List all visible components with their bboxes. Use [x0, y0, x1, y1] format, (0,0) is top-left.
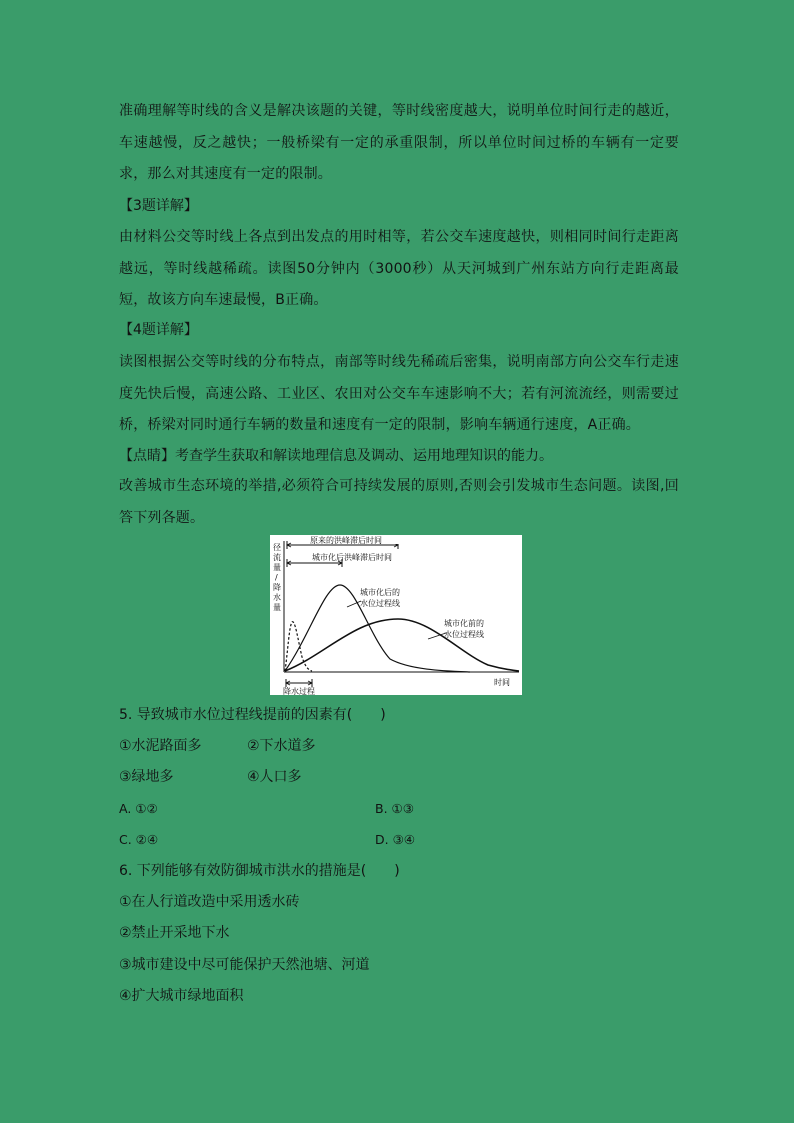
q5-option-c[interactable]: C. ②④: [119, 832, 159, 847]
svg-text:水位过程线: 水位过程线: [444, 630, 484, 639]
urbanized-line-label: [347, 587, 400, 608]
hydrograph-svg: [270, 535, 522, 695]
rainfall-process-bracket: [283, 679, 315, 695]
rainfall-process-label: 降水过程: [283, 687, 315, 695]
svg-text:量: 量: [273, 563, 281, 572]
svg-text:城市化前的: 城市化前的: [444, 619, 484, 628]
svg-text:水: 水: [273, 593, 281, 602]
rainfall-curve: [285, 622, 312, 671]
question-4-heading: 【4题详解】: [119, 322, 198, 338]
explanation-paragraph-2: 由材料公交等时线上各点到出发点的用时相等，若公交车速度越快，则相同时间行走距离越远，等时线越稀疏。读图50分钟内（3000秒）从天河城到广州东站方向行走距离最短，故该方向车速最慢，B正确。: [119, 229, 679, 308]
urban-lag-label: 城市化后洪峰滞后时间: [312, 553, 392, 562]
svg-text:城市化后的: 城市化后的: [360, 588, 400, 597]
original-lag-bracket: [287, 535, 400, 549]
question-intro-paragraph: 改善城市生态环境的举措,必须符合可持续发展的原则,否则会引发城市生态问题。读图,回答下列各题。: [119, 478, 679, 526]
q5-item-4: ④人口多: [247, 769, 302, 785]
svg-text:径: 径: [273, 543, 281, 552]
q6-item-3: ③城市建设中尽可能保护天然池塘、河道: [119, 957, 370, 973]
point-summary: 【点睛】考查学生获取和解读地理信息及调动、运用地理知识的能力。: [119, 448, 553, 464]
question-5-stem: 5. 导致城市水位过程线提前的因素有( ): [119, 707, 386, 723]
explanation-paragraph-3: 读图根据公交等时线的分布特点，南部等时线先稀疏后密集，说明南部方向公交车行走速度先快后慢，高速公路、工业区、农田对公交车车速影响不大；若有河流流经，则需要过桥，桥梁对同时通行车辆的数量和速度有一定的限制，影响车辆通行速度，A正确。: [119, 354, 679, 433]
q5-option-b[interactable]: B. ①③: [375, 801, 414, 816]
y-axis-label: [273, 542, 281, 612]
question-6-stem: 6. 下列能够有效防御城市洪水的措施是( ): [119, 863, 400, 879]
q6-item-1: ①在人行道改造中采用透水砖: [119, 894, 300, 910]
q5-option-a[interactable]: A. ①②: [119, 801, 158, 816]
urban-lag-bracket: [287, 552, 392, 567]
q6-item-2: ②禁止开采地下水: [119, 925, 230, 941]
original-lag-label: 原来的洪峰滞后时间: [310, 536, 382, 545]
svg-text:量: 量: [273, 603, 281, 612]
svg-text:流: 流: [273, 553, 281, 562]
q6-item-4: ④扩大城市绿地面积: [119, 988, 244, 1004]
x-axis-label: 时间: [494, 678, 510, 687]
svg-text:水位过程线: 水位过程线: [360, 599, 400, 608]
q5-option-d[interactable]: D. ③④: [375, 832, 415, 847]
q5-item-3: ③绿地多: [119, 769, 174, 785]
pre-urbanization-line-label: [428, 618, 484, 639]
q5-item-1: ①水泥路面多: [119, 738, 202, 754]
svg-text:/: /: [275, 573, 278, 582]
q5-item-2: ②下水道多: [247, 738, 316, 754]
question-3-heading: 【3题详解】: [119, 198, 198, 214]
hydrograph-figure: [270, 535, 522, 695]
explanation-paragraph-1: 准确理解等时线的含义是解决该题的关键，等时线密度越大，说明单位时间行走的越近，车速越慢，反之越快；一般桥梁有一定的承重限制，所以单位时间过桥的车辆有一定要求，那么对其速度有一定的限制。: [119, 103, 679, 182]
svg-text:降: 降: [273, 583, 281, 592]
